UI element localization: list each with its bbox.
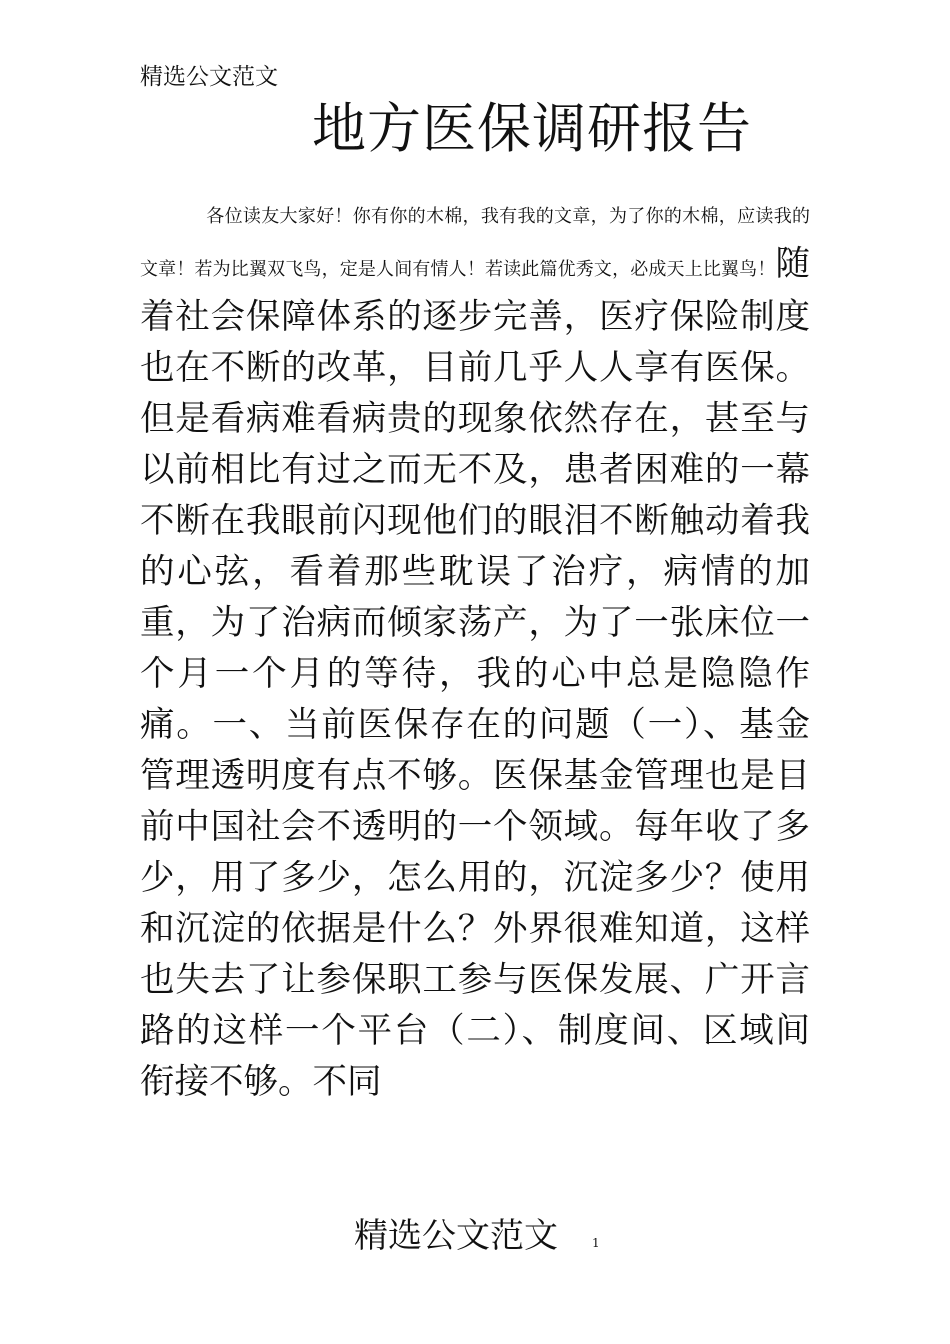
header-label: 精选公文范文	[140, 64, 278, 90]
document-body	[140, 195, 810, 1108]
page-number: 1	[592, 1236, 600, 1250]
intro-text: 各位读友大家好！你有你的木棉，我有我的文章，为了你的木棉，应读我的文章！若为比翼双飞鸟，定是人间有情人！若读此篇优秀文，必成天上比翼鸟！	[140, 206, 810, 280]
document-title: 地方医保调研报告	[312, 97, 752, 160]
footer-label: 精选公文范文	[354, 1216, 558, 1256]
main-text: 随着社会保障体系的逐步完善，医疗保险制度也在不断的改革，目前几乎人人享有医保。但是看病难看病贵的现象依然存在，甚至与以前相比有过之而无不及，患者困难的一幕不断在我眼前闪现他们的眼泪不断触动着我的心弦，看着那些耽误了治疗，病情的加重，为了治病而倾家荡产，为了一张床位一个月一个月的等待，我的心中总是隐隐作痛。一、当前医保存在的问题（一）、基金管理透明度有点不够。医保基金管理也是目前中国社会不透明的一个领域。每年收了多少，用了多少，怎么用的，沉淀多少？使用和沉淀的依据是什么？外界很难知道，这样也失去了让参保职工参与医保发展、广开言路的这样一个平台（二）、制度间、区域间衔接不够。不同	[140, 244, 810, 1102]
